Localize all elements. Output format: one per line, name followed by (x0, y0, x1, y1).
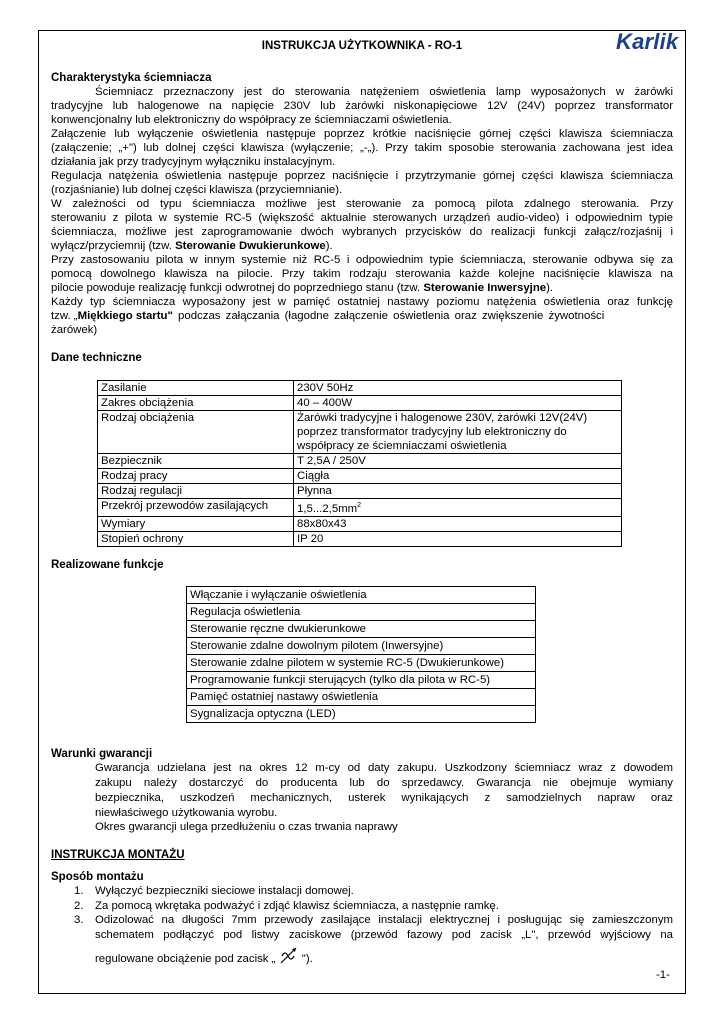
table-row (187, 655, 536, 672)
spec-label: Stopień ochrony (98, 531, 294, 546)
spec-label: Rodzaj pracy (98, 469, 294, 484)
section-heading-dane-techniczne: Dane techniczne (51, 352, 142, 364)
spec-value (294, 499, 622, 517)
function-item: Sterowanie ręczne dwukierunkowe (187, 621, 536, 638)
section-heading-funkcje: Realizowane funkcje (51, 559, 164, 571)
spec-value: Płynna (294, 484, 622, 499)
text-span: regulowane obciążenie pod zacisk „ (95, 953, 279, 965)
paragraph-line: tradycyjne lub halogenowe na napięcie 230V lub żarówki niskonapięciowe 12V (24V) poprzez transformator (51, 100, 673, 112)
table-row (187, 587, 536, 604)
function-item: Programowanie funkcji sterujących (tylko dla pilota w RC-5) (187, 672, 536, 689)
step-number: 3. (74, 914, 84, 926)
spec-label: Rodzaj regulacji (98, 484, 294, 499)
spec-label: Rodzaj obciążenia (98, 411, 294, 454)
text-span: ). (325, 240, 333, 252)
bold-term-dwukierunkowe: Sterowanie Dwukierunkowe (175, 240, 326, 252)
superscript: 2 (357, 502, 362, 509)
spec-label: Wymiary (98, 516, 294, 531)
function-item: Pamięć ostatniej nastawy oświetlenia (187, 689, 536, 706)
function-item: Regulacja oświetlenia (187, 604, 536, 621)
bold-term-miekki-start: Miękkiego startu" (77, 310, 173, 322)
paragraph-line: działania jak przy tradycyjnym wyłączniku instalacyjnym. (51, 156, 336, 168)
paragraph-line: Okres gwarancji ulega przedłużeniu o czas trwania naprawy (95, 821, 398, 833)
karlik-logo: Karlik (616, 29, 679, 54)
paragraph-line: sterowaniu z pilota w systemie RC-5 (większość aktualnie sterowanych urządzeń audio-video) i odpowiednim typie (51, 212, 673, 224)
bold-term-inwersyjne: Sterowanie Inwersyjne (423, 282, 547, 294)
text-span: tzw. „ (51, 310, 78, 322)
step-text: Wyłączyć bezpieczniki sieciowe instalacji domowej. (95, 885, 354, 897)
step-text: Za pomocą wkrętaka podważyć i zdjąć klawisz ściemniacza, a następnie ramkę. (95, 900, 499, 912)
section-heading-charakterystyka: Charakterystyka ściemniacza (51, 72, 212, 84)
text-span: ). (546, 282, 554, 294)
function-item: Włączanie i wyłączanie oświetlenia (187, 587, 536, 604)
table-row (98, 484, 622, 499)
table-row (187, 638, 536, 655)
table-row (187, 672, 536, 689)
specs-table (97, 380, 622, 547)
paragraph-line: żarówek) (51, 324, 98, 336)
table-row (98, 499, 622, 517)
spec-value: 40 – 400W (294, 396, 622, 411)
document-title: INSTRUKCJA UŻYTKOWNIKA - RO-1 (261, 40, 463, 52)
table-row (98, 469, 622, 484)
paragraph-line: (rozjaśnianie) lub dolnej części klawisza (przyciemnianie). (51, 184, 343, 196)
table-row (98, 531, 622, 546)
paragraph-line: pomocą dowolnego klawisza na pilocie. Przy takim rodzaju sterowania każde kolejne naciśnięcie klawisza na (51, 268, 673, 280)
dimmer-load-symbol-icon (279, 947, 299, 965)
paragraph-line: ściemniacza, możliwe jest zaprogramowanie dwóch wybranych przycisków do realizacji funkcji załącz/rozjaśnij i (51, 226, 673, 238)
table-row (98, 411, 622, 454)
paragraph-line: Załączenie lub wyłączenie oświetlenia następuje poprzez krótkie naciśnięcie górnej części klawisza ściemniacza (51, 128, 673, 140)
paragraph-line: konwencjonalny lub elektroniczny do współpracy ze ściemniaczami oświetlenia. (51, 114, 452, 126)
paragraph-line: W zależności od typu ściemniacza możliwe jest sterowanie za pomocą pilota zdalnego sterowania. Przy (51, 198, 673, 210)
paragraph-line: Gwarancja udzielana jest na okres 12 m-cy od daty zakupu. Uszkodzony ściemniacz wraz z dowodem (95, 762, 673, 774)
spec-value-text: 1,5...2,5mm (297, 502, 358, 515)
step-text: Odizolować na długości 7mm przewody zasilające instalacji elektrycznej i posługując się zamieszczonym (95, 914, 673, 926)
table-row (187, 621, 536, 638)
function-item: Sygnalizacja optyczna (LED) (187, 706, 536, 723)
functions-table (186, 586, 536, 723)
function-item: Sterowanie zdalne pilotem w systemie RC-5 (Dwukierunkowe) (187, 655, 536, 672)
paragraph-line: niewłaściwego użytkowania wyrobu. (95, 807, 278, 819)
spec-value: 230V 50Hz (294, 381, 622, 396)
spec-value: IP 20 (294, 531, 622, 546)
subheading-sposob-montazu: Sposób montażu (51, 871, 144, 883)
section-heading-montaz: INSTRUKCJA MONTAŻU (51, 849, 185, 861)
spec-label: Przekrój przewodów zasilających (98, 499, 294, 517)
spec-value: Żarówki tradycyjne i halogenowe 230V, żarówki 12V(24V) poprzez transformator tradycyjny lub elektroniczny do współpracy ze ściemniaczami oświetlenia (294, 411, 622, 454)
step-number: 2. (74, 900, 84, 912)
paragraph-line (51, 239, 673, 253)
table-row (98, 396, 622, 411)
page-number: -1- (656, 969, 670, 981)
text-span: pilocie powoduje realizację funkcji odwrotnej do poprzedniego stanu (tzw. (51, 282, 424, 294)
step-text: schematem podłączyć pod listwy zaciskowe (przewód fazowy pod zacisk „L", przewód wyjściowy na (95, 929, 673, 941)
step-number: 1. (74, 885, 84, 897)
table-row (98, 516, 622, 531)
spec-value: T 2,5A / 250V (294, 454, 622, 469)
table-row (187, 604, 536, 621)
paragraph-line: zakupu należy dostarczyć do producenta lub do sprzedawcy. Gwarancja nie obejmuje wymiany (95, 777, 673, 789)
spec-value: Ciągła (294, 469, 622, 484)
paragraph-line: Każdy typ ściemniacza wyposażony jest w pamięć ostatniej nastawy poziomu natężenia oświetlenia oraz funkcję (51, 296, 673, 308)
table-row (98, 381, 622, 396)
spec-label: Zasilanie (98, 381, 294, 396)
paragraph-line: (załączenie; „+") lub dolnej części klawisza (wyłączenie; „-„). Przy takim sposobie sterowania zachowana jest idea (51, 142, 673, 154)
text-span: "). (298, 953, 313, 965)
step-text (95, 947, 717, 967)
function-item: Sterowanie zdalne dowolnym pilotem (Inwersyjne) (187, 638, 536, 655)
paragraph-line: Regulacja natężenia oświetlenia następuje poprzez naciśnięcie i przytrzymanie górnej części klawisza ściemniacza (51, 170, 673, 182)
paragraph-line: Przy zastosowaniu pilota w innym systemie niż RC-5 i odpowiednim typie ściemniacza, sterowanie odbywa się za (51, 254, 673, 266)
paragraph-line: bezpiecznika, uszkodzeń mechanicznych, usterek wynikających z samodzielnych napraw oraz (95, 792, 673, 804)
paragraph-line: Ściemniacz przeznaczony jest do sterowania natężeniem oświetlenia lamp wyposażonych w żarówki (95, 86, 673, 98)
spec-label: Zakres obciążenia (98, 396, 294, 411)
paragraph-line (51, 309, 673, 323)
table-row (187, 706, 536, 723)
text-span: wyłącz/przyciemnij (tzw. (51, 240, 176, 252)
text-span: podczas załączania (łagodne załączenie oświetlenia oraz zwiększenie żywotności (172, 310, 605, 322)
paragraph-line (51, 281, 673, 295)
spec-value: 88x80x43 (294, 516, 622, 531)
spec-label: Bezpiecznik (98, 454, 294, 469)
table-row (187, 689, 536, 706)
section-heading-gwarancja: Warunki gwarancji (51, 748, 153, 760)
table-row (98, 454, 622, 469)
